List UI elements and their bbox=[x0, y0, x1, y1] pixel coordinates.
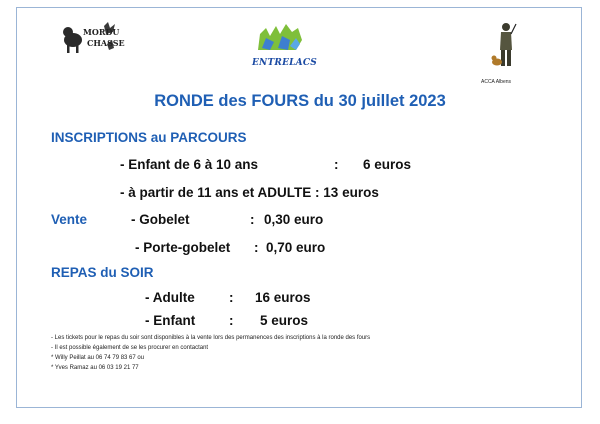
logo-left-text-1: MORDU bbox=[83, 27, 120, 37]
porte-gobelet-price: 0,70 euro bbox=[266, 240, 326, 255]
inscriptions-heading: INSCRIPTIONS au PARCOURS bbox=[51, 130, 247, 145]
porte-gobelet-sep: : bbox=[254, 240, 259, 255]
note-line: * Willy Peillat au 06 74 79 83 67 ou bbox=[51, 355, 145, 361]
acca-logo bbox=[491, 22, 517, 72]
gobelet-price: 0,30 euro bbox=[264, 212, 324, 227]
gobelet-label: - Gobelet bbox=[131, 212, 190, 227]
note-line: * Yves Ramaz au 06 03 19 21 77 bbox=[51, 365, 139, 371]
repas-enfant-price: 5 euros bbox=[260, 313, 309, 328]
adulte-tarif-line: - à partir de 11 ans et ADULTE : 13 euros bbox=[120, 185, 379, 200]
entrelacs-logo bbox=[250, 20, 317, 80]
hunter-icon bbox=[491, 22, 517, 72]
repas-heading: REPAS du SOIR bbox=[51, 265, 154, 280]
notes-block bbox=[51, 333, 370, 373]
note-line: - Les tickets pour le repas du soir sont disponibles à la vente lors des permanences des inscriptions à la ronde des fours bbox=[51, 335, 371, 341]
page-title: RONDE des FOURS du 30 juillet 2023 bbox=[154, 92, 446, 110]
gobelet-sep: : bbox=[250, 212, 255, 227]
enfant-tarif-price: 6 euros bbox=[363, 157, 412, 172]
enfant-tarif-sep: : bbox=[334, 157, 339, 172]
repas-adulte-sep: : bbox=[229, 290, 234, 305]
note-line: - Il est possible également de se les procurer en contactant bbox=[51, 345, 209, 351]
logo-left-text-2: CHASSE bbox=[87, 38, 125, 48]
acca-label: ACCA Albens bbox=[481, 79, 512, 85]
entrelacs-map-icon bbox=[250, 20, 308, 58]
repas-enfant-sep: : bbox=[229, 313, 234, 328]
repas-enfant-label: - Enfant bbox=[145, 313, 196, 328]
vente-heading: Vente bbox=[51, 212, 88, 227]
porte-gobelet-label: - Porte-gobelet bbox=[135, 240, 231, 255]
repas-adulte-price: 16 euros bbox=[255, 290, 311, 305]
chasse-logo bbox=[60, 20, 125, 56]
entrelacs-logo-text: ENTRELACS bbox=[252, 58, 317, 68]
repas-adulte-label: - Adulte bbox=[145, 290, 195, 305]
enfant-tarif-label: - Enfant de 6 à 10 ans bbox=[120, 157, 259, 172]
